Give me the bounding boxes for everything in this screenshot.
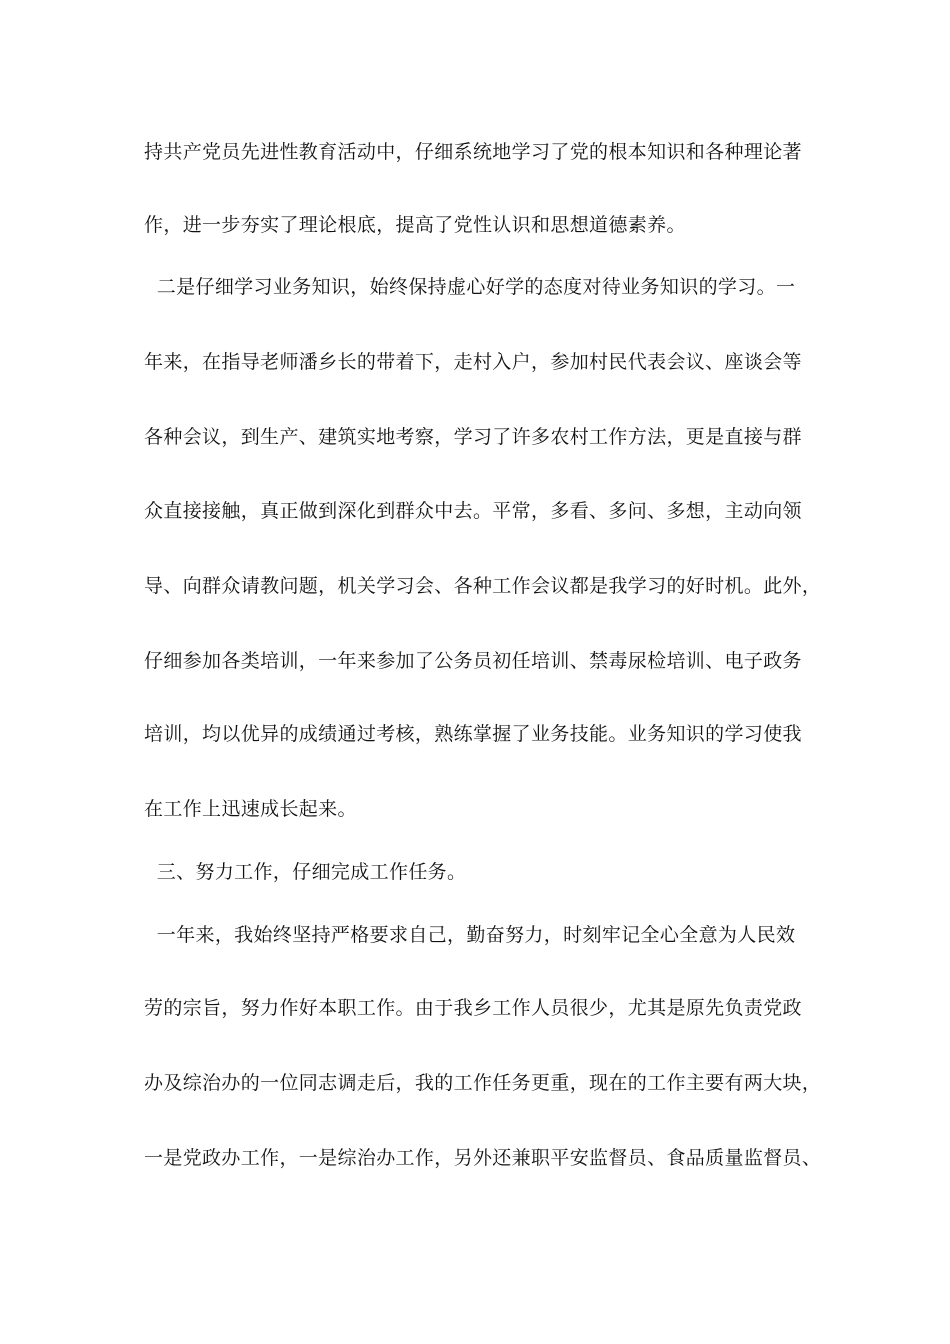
text-line: 办及综治办的一位同志调走后，我的工作任务更重，现在的工作主要有两大块， <box>144 1072 822 1094</box>
text-line: 一是党政办工作，一是综治办工作，另外还兼职平安监督员、食品质量监督员、 <box>144 1147 822 1169</box>
text-line: 作，进一步夯实了理论根底，提高了党性认识和思想道德素养。 <box>144 214 686 236</box>
text-line: 二是仔细学习业务知识，始终保持虚心好学的态度对待业务知识的学习。一 <box>144 276 796 298</box>
section-heading: 三、努力工作，仔细完成工作任务。 <box>144 861 467 883</box>
text-line: 在工作上迅速成长起来。 <box>144 798 357 820</box>
text-line: 劳的宗旨，努力作好本职工作。由于我乡工作人员很少，尤其是原先负责党政 <box>144 997 802 1019</box>
text-line: 众直接接触，真正做到深化到群众中去。平常，多看、多问、多想，主动向领 <box>144 500 802 522</box>
text-line: 年来，在指导老师潘乡长的带着下，走村入户，参加村民代表会议、座谈会等 <box>144 351 802 373</box>
text-line: 导、向群众请教问题，机关学习会、各种工作会议都是我学习的好时机。此外， <box>144 575 822 597</box>
text-line: 各种会议，到生产、建筑实地考察，学习了许多农村工作方法，更是直接与群 <box>144 426 802 448</box>
text-line: 一年来，我始终坚持严格要求自己，勤奋努力，时刻牢记全心全意为人民效 <box>144 924 796 946</box>
text-line: 培训，均以优异的成绩通过考核，熟练掌握了业务技能。业务知识的学习使我 <box>144 723 802 745</box>
text-line: 持共产党员先进性教育活动中，仔细系统地学习了党的根本知识和各种理论著 <box>144 141 802 163</box>
text-line: 仔细参加各类培训，一年来参加了公务员初任培训、禁毒尿检培训、电子政务 <box>144 650 802 672</box>
